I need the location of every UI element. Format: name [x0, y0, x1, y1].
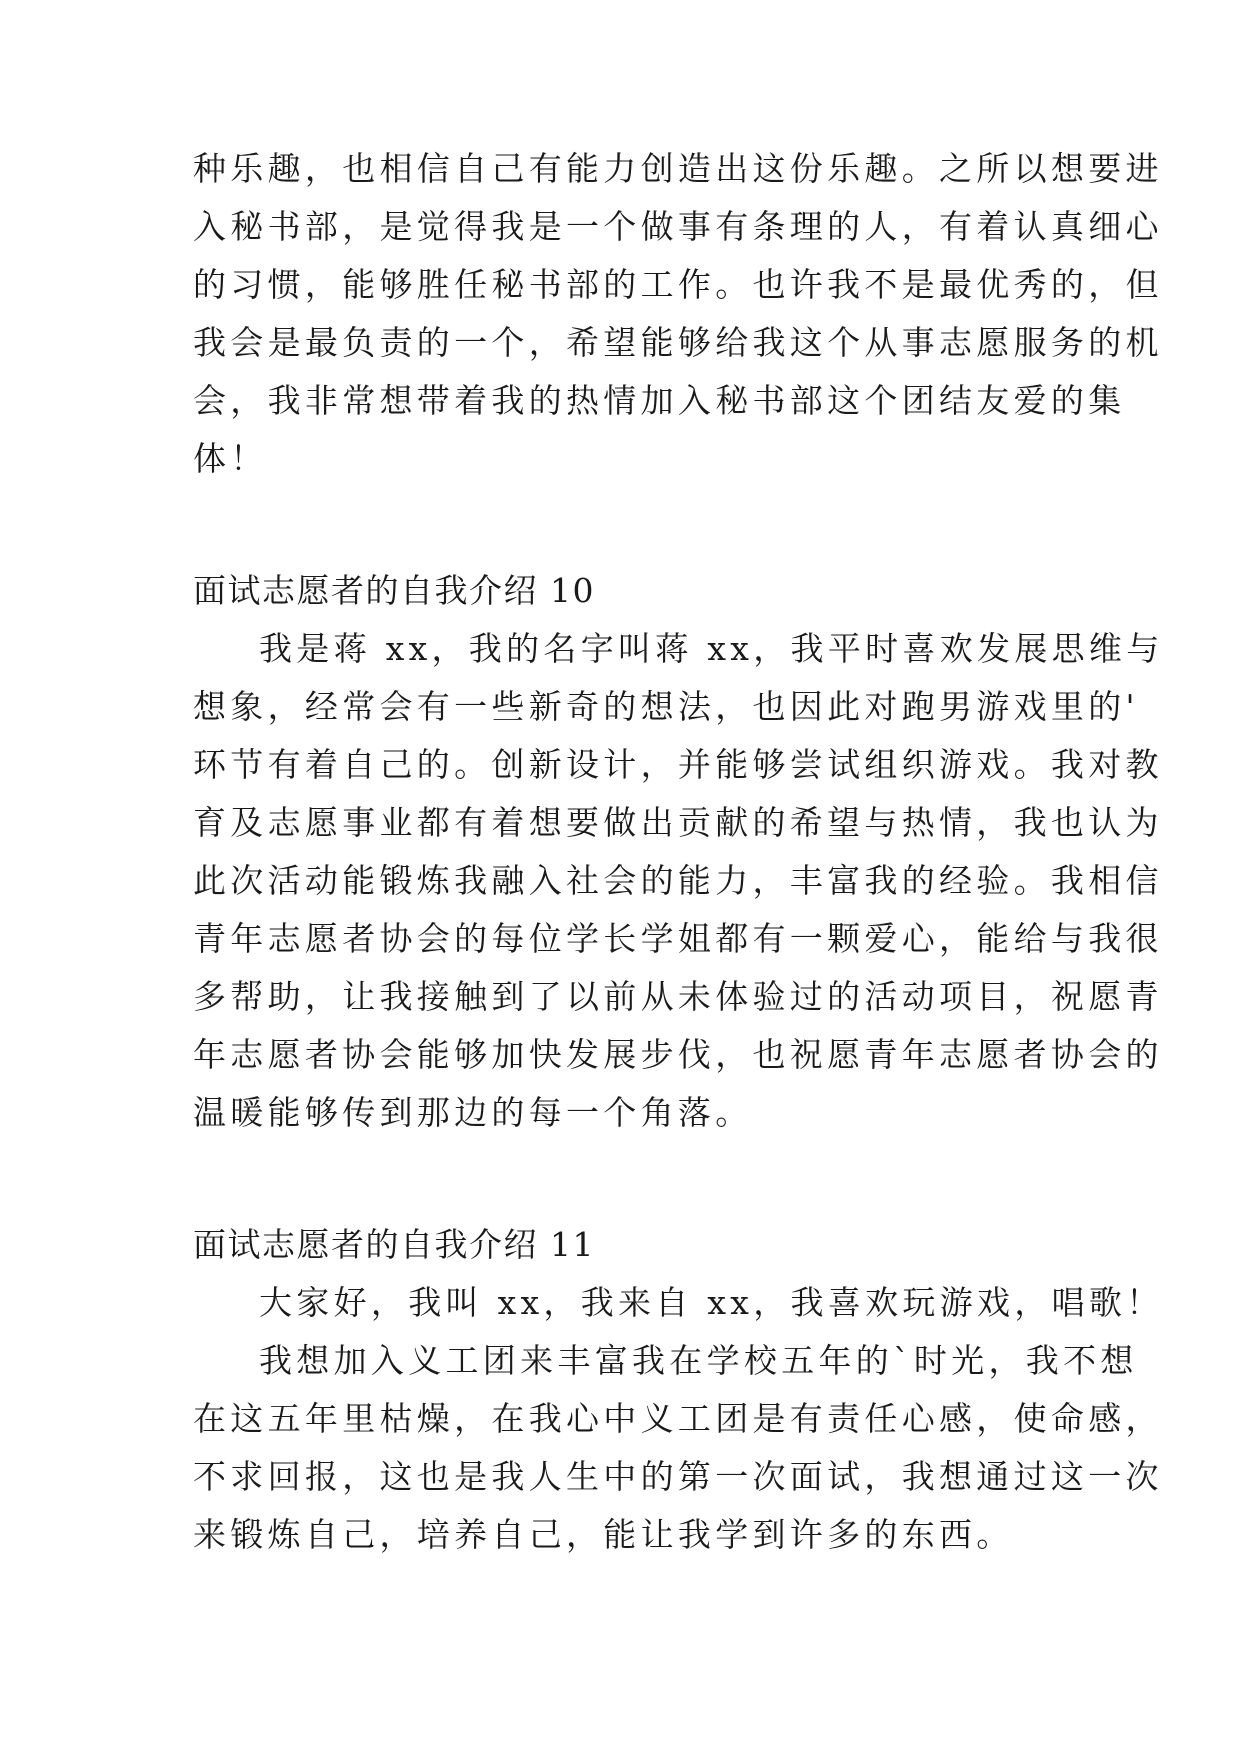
body-line: 来锻炼自己，培养自己，能让我学到许多的东西。: [193, 1515, 1014, 1554]
body-line: 我想加入义工团来丰富我在学校五年的`时光，我不想: [259, 1341, 1138, 1380]
body-line: 我是蒋 xx，我的名字叫蒋 xx，我平时喜欢发展思维与: [259, 629, 1164, 668]
body-line: 入秘书部，是觉得我是一个做事有条理的人，有着认真细心: [193, 207, 1163, 246]
body-line: 会，我非常想带着我的热情加入秘书部这个团结友爱的集: [193, 381, 1126, 420]
body-line: 青年志愿者协会的每位学长学姐都有一颗爱心，能给与我很: [193, 919, 1163, 958]
section-heading: 面试志愿者的自我介绍 11: [193, 1225, 595, 1264]
body-line: 我会是最负责的一个，希望能够给我这个从事志愿服务的机: [193, 323, 1163, 362]
body-line: 种乐趣，也相信自己有能力创造出这份乐趣。之所以想要进: [193, 149, 1163, 188]
body-line: 想象，经常会有一些新奇的想法，也因此对跑男游戏里的': [193, 687, 1139, 726]
section-heading: 面试志愿者的自我介绍 10: [193, 571, 595, 610]
body-line: 环节有着自己的。创新设计，并能够尝试组织游戏。我对教: [193, 745, 1163, 784]
body-line: 不求回报，这也是我人生中的第一次面试，我想通过这一次: [193, 1457, 1163, 1496]
body-line: 温暖能够传到那边的每一个角落。: [193, 1093, 753, 1132]
body-line: 的习惯，能够胜任秘书部的工作。也许我不是最优秀的，但: [193, 265, 1163, 304]
body-line: 此次活动能锻炼我融入社会的能力，丰富我的经验。我相信: [193, 861, 1163, 900]
body-line: 年志愿者协会能够加快发展步伐，也祝愿青年志愿者协会的: [193, 1035, 1163, 1074]
body-line: 多帮助，让我接触到了以前从未体验过的活动项目，祝愿青: [193, 977, 1163, 1016]
body-line: 大家好，我叫 xx，我来自 xx，我喜欢玩游戏，唱歌！: [259, 1283, 1164, 1322]
body-line: 育及志愿事业都有着想要做出贡献的希望与热情，我也认为: [193, 803, 1163, 842]
body-line: 在这五年里枯燥，在我心中义工团是有责任心感，使命感，: [193, 1399, 1163, 1438]
body-line: 体！: [193, 439, 268, 478]
